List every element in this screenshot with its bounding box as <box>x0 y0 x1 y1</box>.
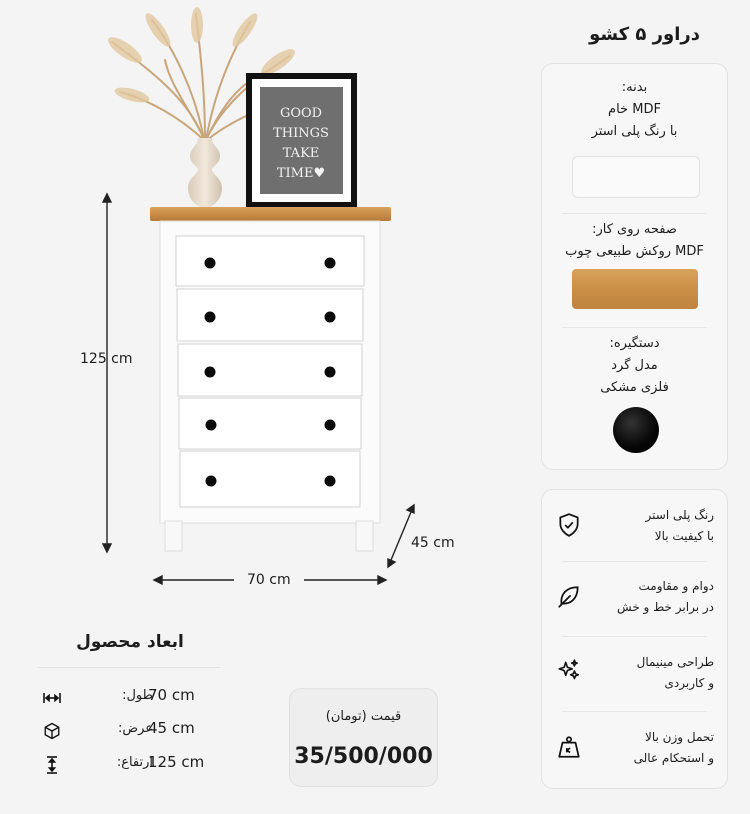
frame-text-line-2: THINGS <box>273 126 329 141</box>
white-color-swatch <box>572 156 700 198</box>
dimensions-divider <box>38 667 220 668</box>
frame-text-line-3: TAKE <box>282 146 320 161</box>
frame-text-line-4: TIME♥ <box>276 166 326 181</box>
width-label: طول: <box>122 688 153 703</box>
shield-check-icon <box>552 508 586 542</box>
handle-material: فلزی مشکی <box>600 380 669 395</box>
depth-value: 45 cm <box>148 719 195 737</box>
dresser-top <box>150 207 391 221</box>
width-value: 70 cm <box>148 686 195 704</box>
price-value: 35/500/000 <box>294 744 433 769</box>
box-icon <box>42 721 62 741</box>
dimension-row-depth <box>38 719 218 743</box>
material-specs-card <box>541 63 728 470</box>
weight-icon <box>552 730 586 764</box>
width-measurement: 70 cm <box>247 572 291 588</box>
top-heading: صفحه روی کار: <box>592 222 677 237</box>
height-arrow <box>103 194 111 552</box>
features-card <box>541 489 728 789</box>
depth-measurement: 45 cm <box>411 535 455 551</box>
vase <box>188 138 222 208</box>
handle-model: مدل گرد <box>611 358 658 373</box>
feature-2-line-1: دوام و مقاومت <box>638 579 714 593</box>
feature-1-line-2: با کیفیت بالا <box>654 529 714 543</box>
price-label: قیمت (تومان) <box>325 709 402 724</box>
wood-color-swatch <box>572 269 698 309</box>
product-title: دراور ۵ کشو <box>589 24 700 45</box>
dimension-row-height <box>38 753 218 777</box>
depth-label: عرض: <box>117 721 153 736</box>
feature-1-line-1: رنگ پلی استر <box>645 508 714 522</box>
height-icon <box>42 755 62 775</box>
height-measurement: 125 cm <box>80 351 133 367</box>
dimensions-title: ابعاد محصول <box>76 632 184 652</box>
price-card <box>289 688 438 787</box>
feature-3-line-1: طراحی مینیمال <box>636 655 714 669</box>
feature-2-line-2: در برابر خط و خش <box>617 600 714 614</box>
leaf-icon <box>552 580 586 614</box>
dresser-leg-left <box>165 521 182 551</box>
body-finish: با رنگ پلی استر <box>591 124 678 139</box>
body-material: MDF خام <box>608 102 661 117</box>
dimension-row-width <box>38 686 218 710</box>
feature-3-line-2: و کاربردی <box>664 676 714 690</box>
dresser-leg-right <box>356 521 373 551</box>
width-icon <box>42 688 62 708</box>
drawers <box>176 236 364 507</box>
height-value: 125 cm <box>148 753 205 771</box>
body-heading: بدنه: <box>621 80 648 95</box>
frame-text-line-1: GOOD <box>279 106 323 121</box>
top-material: MDF روکش طبیعی چوب <box>565 244 704 259</box>
sparkle-icon <box>552 654 586 688</box>
feature-4-line-2: و استحکام عالی <box>633 751 714 765</box>
height-label: ارتفاع: <box>116 755 153 770</box>
black-knob-swatch <box>613 407 659 453</box>
handle-heading: دستگیره: <box>609 336 660 351</box>
feature-4-line-1: تحمل وزن بالا <box>645 730 714 744</box>
